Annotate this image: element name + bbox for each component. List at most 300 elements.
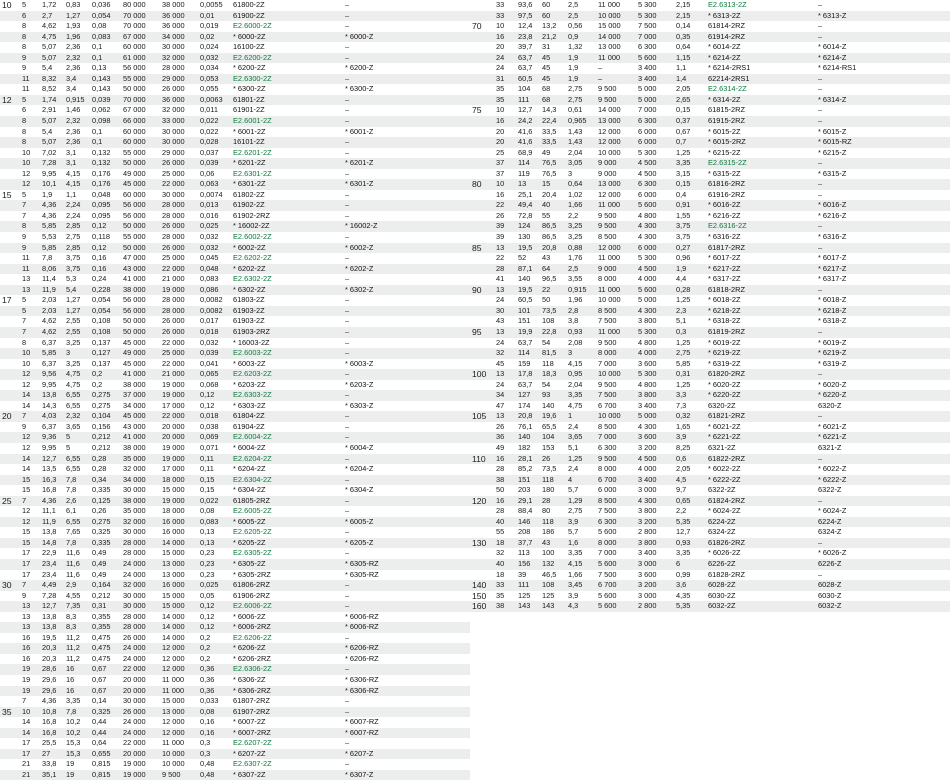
dim-d: 14 (21, 454, 41, 465)
dim-B: 10,2 (66, 717, 81, 727)
dim-B: 7,65 (66, 527, 81, 537)
mass: 5,1 (676, 316, 687, 326)
dim-B: 5 (66, 442, 71, 452)
mass: 0,01 (199, 11, 232, 22)
designation-open: – (345, 232, 350, 242)
designation-open: – (817, 285, 950, 296)
dim-r: 0,095 (91, 200, 122, 211)
designation-shielded: E2.6314-2Z (708, 84, 747, 94)
speed-c2: 10 000 (161, 749, 199, 760)
mass: 4,5 (675, 475, 707, 486)
speed-c1: 67 000 (123, 105, 146, 115)
mass: 0,022 (199, 116, 232, 127)
dim-D: 41,6 (518, 126, 533, 136)
designation-open: – (345, 168, 350, 178)
speed-c2: 15 000 (162, 590, 185, 600)
designation-open: – (345, 274, 350, 284)
speed-c2: 21 000 (161, 369, 199, 380)
bore-size-label (0, 11, 21, 22)
mass: 0,16 (200, 717, 215, 727)
bore-size-label (470, 506, 495, 517)
designation-shielded: * 6301-2Z (232, 179, 344, 190)
dim-r: 0,2 (91, 369, 122, 380)
table-row (470, 232, 950, 243)
dim-d: 9 (22, 590, 27, 600)
dim-d: 9 (22, 421, 27, 431)
speed-c1: 30 000 (123, 485, 146, 495)
speed-c1: 61 000 (122, 53, 161, 64)
bore-size-label (470, 232, 495, 243)
bore-size-label (470, 0, 495, 11)
dim-d: 10 (496, 105, 505, 115)
speed-c1: 6 700 (598, 400, 617, 410)
dim-d: 34 (495, 390, 517, 401)
designation-shielded: 16100-2Z (233, 42, 265, 52)
dim-r: 0,28 (92, 464, 107, 474)
bore-size-label (0, 105, 21, 116)
speed-c1: 38 000 (123, 442, 146, 452)
bore-size-label (0, 243, 21, 254)
speed-c2: 3 400 (637, 74, 675, 85)
designation-open: – (818, 84, 823, 94)
bore-size-label (470, 253, 495, 264)
speed-c2: 15 000 (162, 485, 185, 495)
speed-c2: 5 000 (637, 411, 675, 422)
bore-size-label (470, 548, 495, 559)
table-row (0, 390, 470, 401)
bore-size-label (0, 21, 21, 32)
dim-D: 19,5 (517, 243, 541, 254)
dim-d: 18 (496, 569, 505, 579)
dim-D: 29,6 (41, 686, 65, 697)
mass: 0,3 (675, 327, 707, 338)
mass: 3,9 (675, 432, 707, 443)
table-row (470, 432, 950, 443)
dim-r: 0,12 (91, 243, 122, 254)
mass: 1,25 (676, 337, 691, 347)
bore-size-label (0, 348, 21, 359)
mass: 0,23 (199, 559, 232, 570)
mass: 0,13 (200, 527, 215, 537)
speed-c1: 24 000 (122, 559, 161, 570)
dim-D: 76,1 (518, 421, 533, 431)
designation-open: 6028-Z (817, 580, 950, 591)
dim-r: 2,5 (567, 11, 597, 22)
designation-shielded: * 6003-2Z (233, 358, 266, 368)
designation-open: * 6304-Z (345, 485, 374, 495)
designation-open: – (345, 210, 350, 220)
speed-c2: 22 000 (161, 411, 199, 422)
dim-D: 8,52 (42, 84, 57, 94)
dim-r: 0,9 (567, 32, 597, 43)
mass: 0,0055 (200, 0, 223, 9)
table-row (470, 264, 950, 275)
designation-open: * 6305-RZ (345, 569, 379, 579)
dim-r: 0,2 (92, 379, 103, 389)
dim-d: 28 (496, 506, 505, 516)
speed-c2: 28 000 (161, 306, 199, 317)
bore-size-label (0, 548, 21, 559)
speed-c1: 55 000 (123, 232, 146, 242)
speed-c1: 70 000 (122, 95, 161, 106)
designation-shielded: E2.6207-2Z (233, 738, 272, 748)
dim-B: 20,8 (541, 243, 567, 254)
dim-B: 2,55 (65, 327, 91, 338)
speed-c2: 4 500 (637, 158, 675, 169)
dim-B: 186 (542, 527, 555, 537)
speed-c2: 33 000 (161, 116, 199, 127)
table-row (0, 643, 470, 654)
designation-shielded: * 6204-2Z (233, 464, 266, 474)
dim-r: 0,132 (91, 158, 122, 169)
mass: 5,35 (675, 601, 707, 612)
dim-r: 0,13 (92, 63, 107, 73)
table-row (0, 148, 470, 159)
speed-c2: 4 300 (638, 232, 657, 242)
mass: 0,037 (200, 147, 219, 157)
designation-shielded: * 6306-2Z (233, 675, 266, 684)
dim-r: 3,05 (567, 158, 597, 169)
dim-r: 0,108 (91, 327, 122, 338)
speed-c2: 25 000 (162, 253, 185, 263)
designation-open: * 6220-Z (817, 390, 950, 401)
mass: 0,02 (199, 32, 232, 43)
bore-size-label: 10 (2, 0, 12, 10)
dim-B: 49 (542, 147, 551, 157)
designation-open: – (817, 538, 950, 549)
designation-shielded: 61903-2Z (232, 306, 344, 317)
speed-c1: 12 000 (597, 137, 637, 148)
speed-c2: 22 000 (162, 358, 185, 368)
speed-c2: 3 800 (637, 390, 675, 401)
dim-d: 32 (495, 348, 517, 359)
designation-open: * 6306-RZ (345, 675, 379, 684)
mass: 2,65 (675, 95, 707, 106)
mass: 0,28 (675, 285, 707, 296)
dim-d: 19 (22, 675, 31, 684)
speed-c2: 30 000 (162, 189, 185, 199)
designation-shielded: 6320-2Z (708, 400, 736, 410)
bore-size-label: 25 (0, 496, 21, 507)
dim-B: 45 (541, 74, 567, 85)
designation-shielded: * 6018-2Z (708, 295, 741, 305)
speed-c2: 3 000 (638, 485, 657, 495)
speed-c1: 10 000 (598, 295, 621, 305)
dim-B: 86,5 (542, 232, 557, 242)
designation-open: * 6302-Z (344, 285, 470, 296)
bore-size-label (470, 148, 495, 159)
dim-B: 93 (541, 390, 567, 401)
dim-D: 49,4 (517, 200, 541, 211)
dim-B: 20,4 (542, 189, 557, 199)
bore-size-label (470, 211, 495, 222)
dim-B: 2,32 (65, 411, 91, 422)
speed-c1: 50 000 (122, 243, 161, 254)
dim-d: 7 (21, 327, 41, 338)
speed-c1: 6 300 (598, 442, 617, 452)
designation-shielded: * 6304-2Z (233, 485, 266, 495)
mass: 0,017 (200, 316, 219, 326)
dim-B: 1,27 (65, 11, 91, 22)
dim-D: 13,8 (41, 390, 65, 401)
bore-size-label (0, 390, 21, 401)
designation-shielded: 6226-2Z (707, 559, 817, 570)
table-row (0, 475, 470, 486)
dim-D: 16,8 (42, 717, 57, 727)
speed-c2: 13 000 (162, 569, 185, 579)
speed-c1: 50 000 (123, 84, 146, 94)
speed-c1: 8 000 (597, 538, 637, 549)
designation-open: – (345, 295, 350, 305)
dim-d: 45 (496, 358, 505, 368)
dim-D: 97,5 (517, 11, 541, 22)
table-row (0, 369, 470, 380)
dim-B: 3,4 (65, 74, 91, 85)
dim-d: 14 (21, 390, 41, 401)
table-row (470, 559, 950, 570)
dim-r: 4,3 (567, 601, 597, 612)
designation-open: * 6022-Z (818, 464, 847, 474)
designation-open: * 6015-RZ (817, 137, 950, 148)
speed-c1: 5 600 (598, 527, 617, 537)
dim-d: 17 (22, 548, 31, 558)
speed-c2: 15 000 (162, 548, 185, 558)
dim-r: 5,1 (568, 442, 579, 452)
bore-size-label: 160 (470, 601, 495, 612)
speed-c1: 41 000 (123, 274, 146, 284)
dim-r: 0,095 (92, 210, 111, 220)
bore-size-label: 100 (470, 369, 495, 380)
designation-open: * 6007-RZ (345, 717, 379, 727)
table-row (0, 401, 470, 412)
dim-d: 8 (22, 42, 27, 52)
designation-shielded: * 6006-2Z (233, 611, 266, 621)
mass: 0,08 (200, 506, 215, 516)
mass: 0,068 (200, 379, 219, 389)
bore-size-label (0, 485, 21, 496)
designation-open: – (345, 253, 350, 263)
bore-size-label (0, 696, 21, 707)
dim-r: 1,29 (567, 496, 597, 507)
dim-D: 63,7 (518, 379, 533, 389)
table-row (470, 496, 950, 507)
dim-r: 0,93 (567, 327, 597, 338)
dim-r: 3,25 (568, 232, 583, 242)
dim-d: 7 (22, 316, 27, 326)
dim-B: 7,8 (65, 538, 91, 549)
bore-size-label (0, 338, 21, 349)
speed-c1: 7 000 (598, 358, 617, 368)
dim-B: 8,3 (66, 611, 77, 621)
dim-B: 3,1 (66, 147, 77, 157)
dim-r: 1,76 (568, 253, 583, 263)
speed-c1: 9 000 (597, 264, 637, 275)
table-row (0, 622, 470, 633)
dim-B: 2,36 (65, 137, 91, 148)
mass: 0,31 (675, 369, 707, 380)
dim-d: 8 (21, 116, 41, 127)
dim-D: 6,37 (42, 358, 57, 368)
dim-B: 46,5 (542, 569, 557, 579)
dim-B: 43 (542, 253, 551, 263)
bore-size-label (0, 464, 21, 475)
dim-B: 4,75 (65, 369, 91, 380)
table-row (0, 127, 470, 138)
dim-r: 0,475 (92, 653, 111, 663)
table-row (470, 580, 950, 591)
dim-d: 28 (496, 464, 505, 474)
table-row (470, 591, 950, 602)
designation-shielded: E2.6201-2Z (233, 147, 272, 157)
speed-c1: 8 000 (598, 464, 617, 474)
dim-d: 13 (495, 285, 517, 296)
dim-d: 21 (21, 770, 41, 780)
mass: 0,99 (676, 569, 691, 579)
bore-size-label (470, 137, 495, 148)
dim-d: 7 (21, 496, 41, 507)
mass: 0,028 (199, 137, 232, 148)
dim-r: 0,062 (92, 105, 111, 115)
dim-D: 11,1 (42, 506, 56, 516)
bore-size-label (0, 475, 21, 486)
speed-c2: 10 000 (162, 759, 185, 769)
speed-c1: – (597, 74, 637, 85)
speed-c2: 26 000 (161, 327, 199, 338)
bore-size-label (0, 63, 21, 74)
dim-d: 12 (22, 442, 31, 452)
bore-size-label (470, 570, 495, 581)
designation-shielded: * 6214-2RS1 (708, 63, 751, 73)
dim-D: 8,32 (41, 74, 65, 85)
designation-open: – (344, 306, 470, 317)
bore-size-label: 12 (0, 95, 21, 106)
speed-c2: 3 000 (638, 590, 657, 600)
dim-D: 5,85 (41, 348, 65, 359)
designation-open: – (345, 42, 350, 52)
dim-d: 13 (495, 369, 517, 380)
bore-size-label (0, 316, 21, 327)
dim-D: 72,8 (518, 210, 533, 220)
dim-D: 13,8 (42, 611, 57, 621)
designation-shielded: 61818-2RZ (707, 285, 817, 296)
speed-c2: 15 000 (161, 601, 199, 612)
dim-r: 3,65 (567, 432, 597, 443)
designation-open: – (818, 21, 823, 31)
designation-shielded: E2.6306-2Z (232, 664, 344, 675)
dim-d: 13 (22, 611, 31, 621)
table-row (0, 53, 470, 64)
designation-shielded: * 6015-2Z (708, 126, 741, 136)
dim-D: 4,03 (41, 411, 65, 422)
designation-shielded: 61805-2RZ (232, 496, 344, 507)
speed-c1: 12 000 (598, 189, 621, 199)
dim-r: 0,212 (92, 442, 111, 452)
designation-shielded: 61904-2Z (233, 421, 265, 431)
dim-D: 29,1 (517, 496, 541, 507)
designation-shielded: E2.6203-2Z (232, 369, 344, 380)
dim-D: 23,4 (41, 559, 65, 570)
dim-r: 0,815 (92, 759, 111, 769)
dim-d: 13 (495, 411, 517, 422)
speed-c1: 9 500 (597, 95, 637, 106)
mass: 0,2 (200, 632, 211, 642)
dim-D: 10,8 (41, 707, 65, 718)
speed-c2: 22 000 (162, 337, 185, 347)
dim-d: 16 (22, 653, 31, 663)
bore-size-label (0, 211, 21, 222)
speed-c1: 50 000 (122, 158, 161, 169)
table-row (470, 243, 950, 254)
mass: 0,91 (675, 200, 707, 211)
dim-r: 1,9 (568, 63, 579, 73)
mass: 0,7 (675, 137, 707, 148)
dim-d: 12 (22, 506, 31, 516)
table-row (0, 116, 470, 127)
bore-size-label (0, 622, 21, 633)
dim-D: 24,2 (517, 116, 541, 127)
dim-r: 2,75 (567, 95, 597, 106)
speed-c1: 6 300 (597, 517, 637, 528)
designation-shielded: * 6021-2Z (708, 421, 741, 431)
designation-open: – (818, 569, 823, 579)
dim-r: 0,1 (92, 42, 103, 52)
dim-B: 132 (541, 559, 567, 570)
designation-shielded: * 6022-2Z (708, 464, 741, 474)
speed-c2: 5 000 (638, 295, 657, 305)
designation-open: – (817, 74, 950, 85)
designation-open: * 6315-Z (818, 168, 847, 178)
speed-c2: 12 000 (161, 643, 199, 654)
bore-size-label: 35 (0, 707, 21, 718)
speed-c1: 50 000 (122, 327, 161, 338)
table-row (0, 454, 470, 465)
designation-open: – (344, 707, 470, 718)
speed-c2: 19 000 (162, 379, 185, 389)
designation-shielded: 6324-2Z (708, 527, 736, 537)
designation-open: – (818, 189, 823, 199)
dim-B: 22 (541, 285, 567, 296)
dim-D: 203 (518, 485, 531, 495)
dim-r: 0,104 (91, 411, 122, 422)
dim-d: 12 (21, 432, 41, 443)
mass: 12,7 (676, 527, 691, 537)
table-row (0, 517, 470, 528)
designation-open: – (344, 580, 470, 591)
speed-c2: 20 000 (161, 432, 199, 443)
bore-size-label (0, 559, 21, 570)
designation-shielded: * 6019-2Z (708, 337, 741, 347)
designation-open: – (817, 369, 950, 380)
designation-open: – (345, 337, 350, 347)
dim-B: 33,5 (542, 126, 557, 136)
table-row (470, 295, 950, 306)
table-row (470, 127, 950, 138)
designation-shielded: E2.6002-2Z (233, 232, 272, 242)
speed-c2: 4 800 (638, 379, 657, 389)
designation-open: * 6004-Z (345, 442, 374, 452)
dim-r: 0,44 (92, 717, 107, 727)
designation-shielded: 61902-2RZ (233, 210, 270, 220)
speed-c2: 36 000 (161, 11, 199, 22)
bore-size-label (0, 601, 21, 612)
designation-open: * 6301-Z (344, 179, 470, 190)
speed-c2: 36 000 (161, 95, 199, 106)
mass: 0,16 (199, 728, 232, 739)
designation-shielded: * 6015-2RZ (707, 137, 817, 148)
dim-B: 118 (542, 358, 554, 368)
dim-B: 54 (542, 337, 551, 347)
dim-D: 25,5 (42, 738, 57, 748)
